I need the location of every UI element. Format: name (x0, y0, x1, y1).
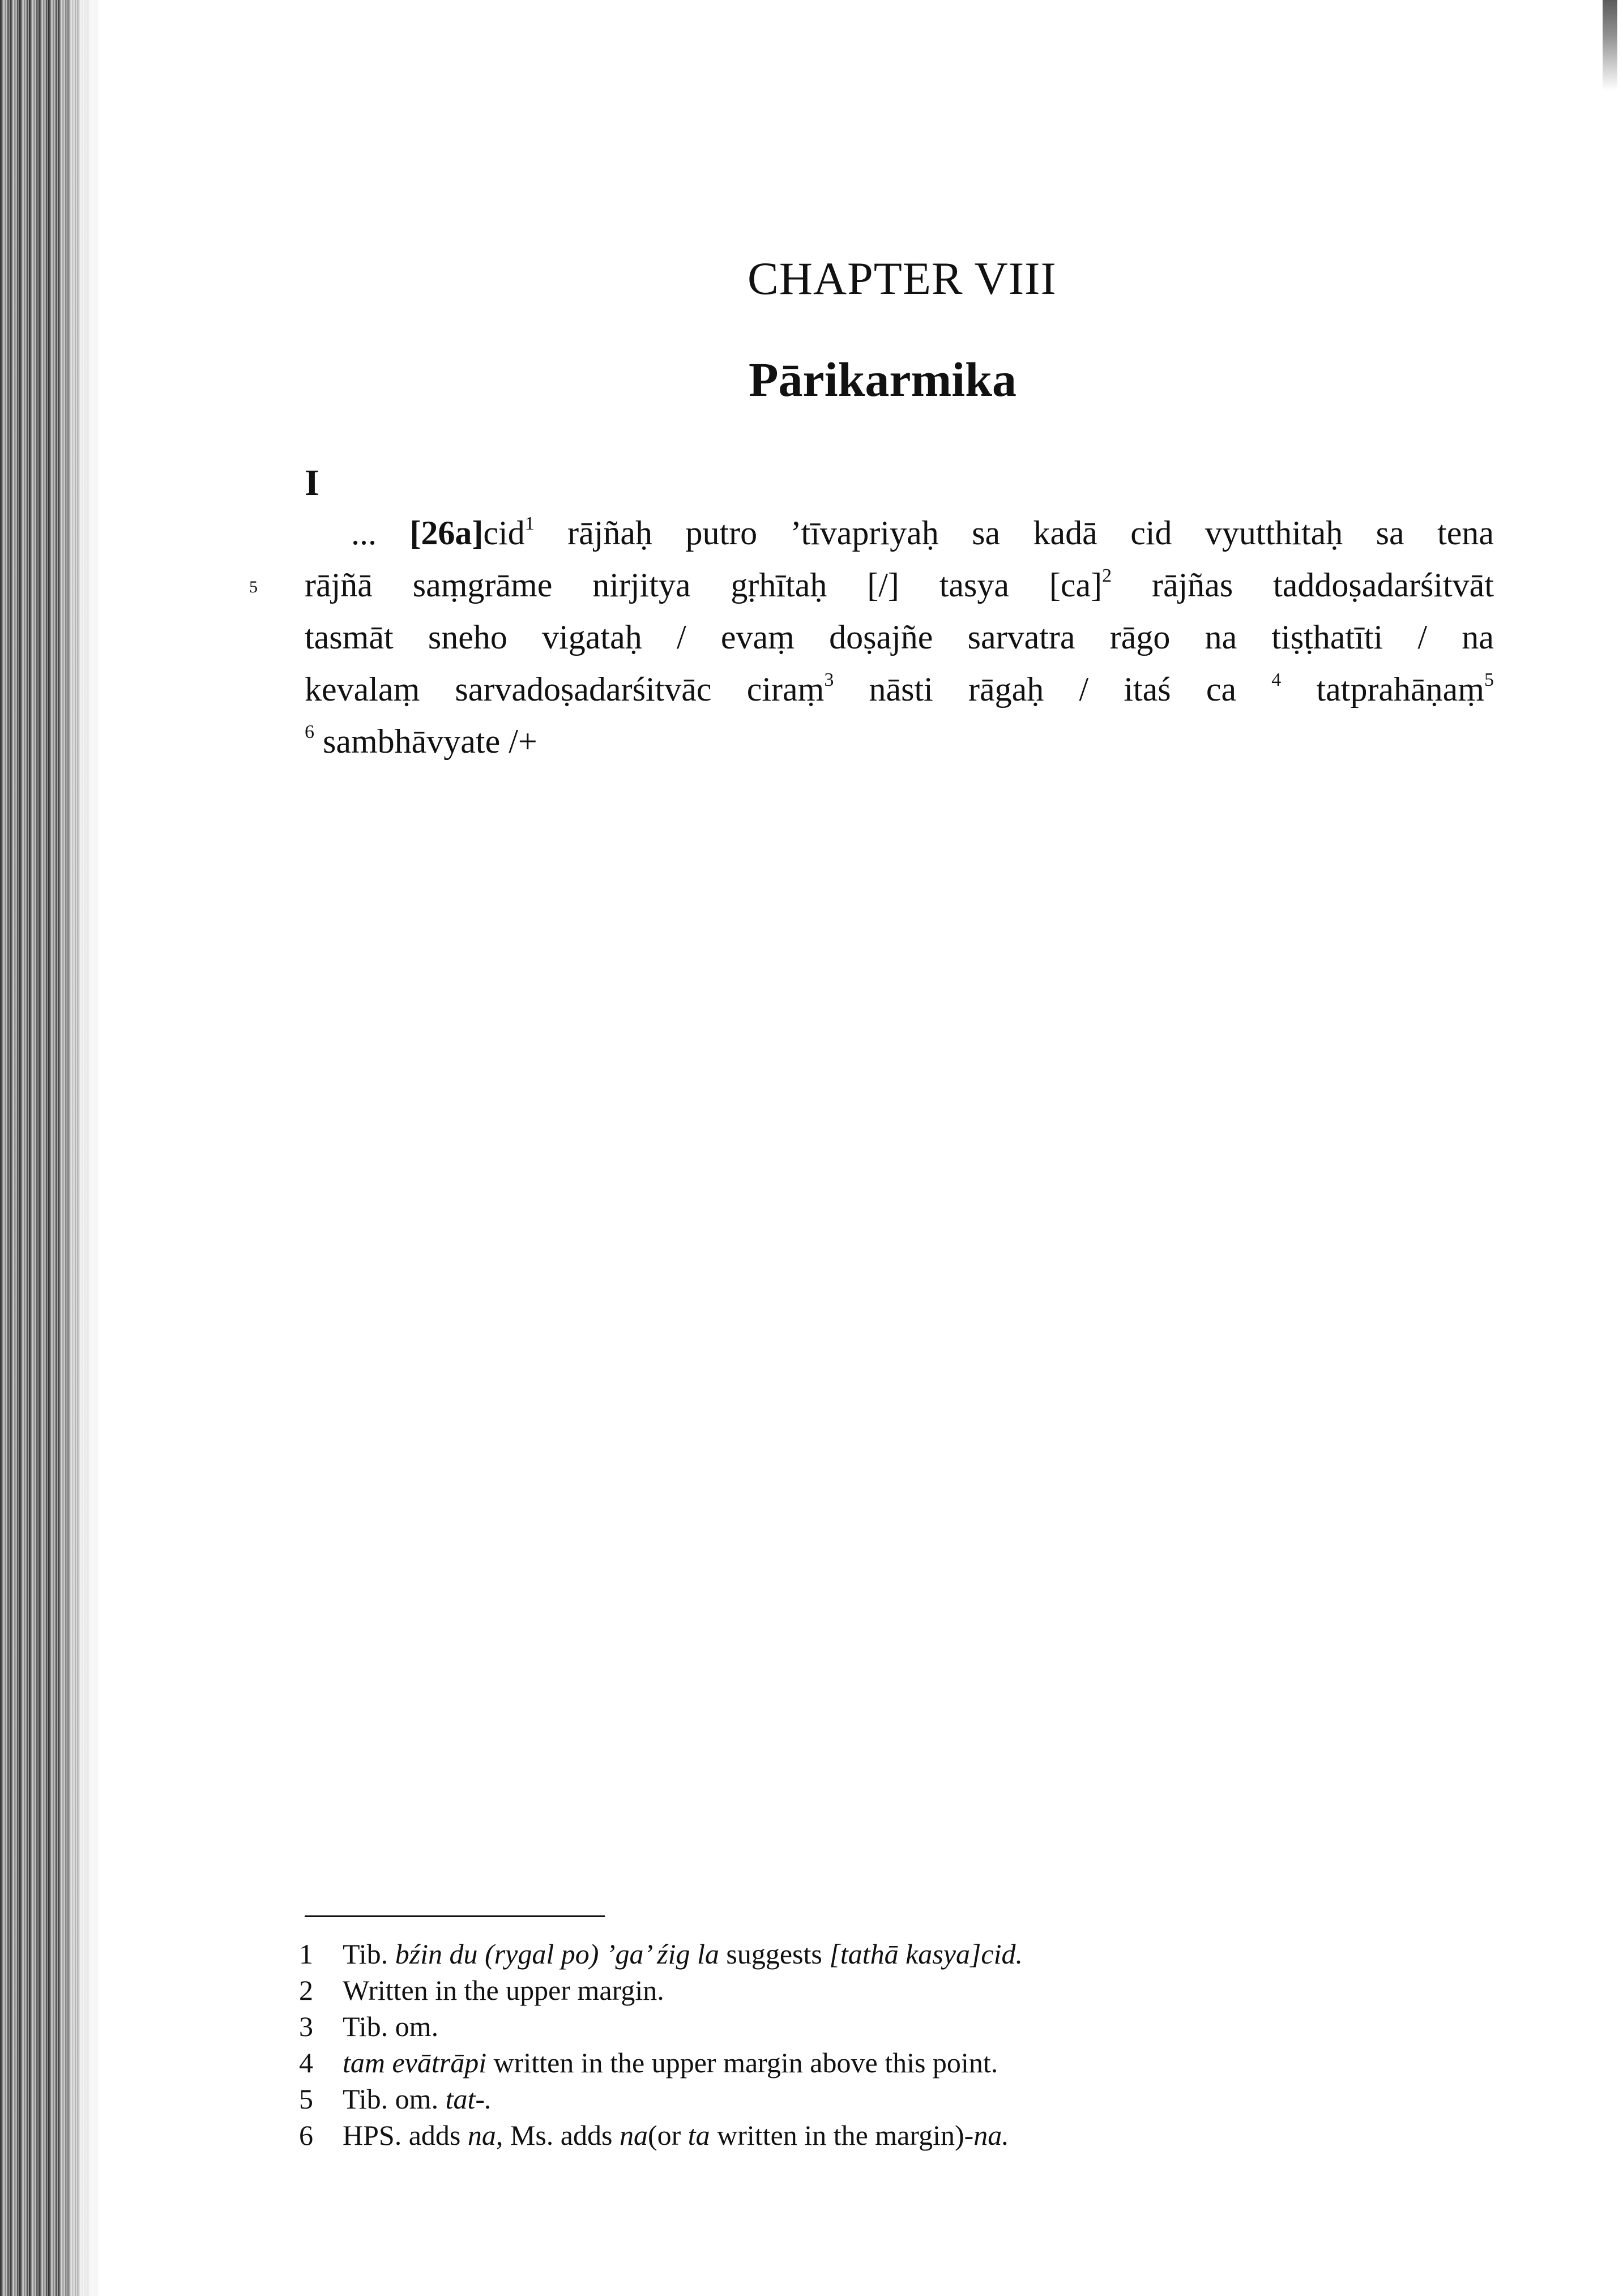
footnote-text: Tib. (343, 1938, 395, 1970)
footnote-3 (299, 2008, 1488, 2045)
footnote-ref-5: 5 (1484, 669, 1494, 690)
footnote-italic: na (467, 2119, 496, 2151)
text-line-3 (305, 611, 1494, 663)
footnote-text: Tib. om. (343, 2011, 439, 2042)
footnote-text: Written in the upper margin. (343, 1974, 664, 2006)
folio-reference: [26a] (409, 514, 484, 552)
text-line-5-a: sambhāvyate /+ (314, 723, 537, 760)
footnote-2 (299, 1972, 1488, 2008)
footnote-number: 1 (299, 1938, 313, 1970)
text-line-1-a: cid (483, 514, 525, 552)
book-gutter-fade (57, 0, 102, 2296)
footnote-text: , Ms. adds (496, 2119, 620, 2151)
footnote-number: 5 (299, 2083, 313, 2115)
footnote-italic: ta (687, 2119, 710, 2151)
footnote-ref-2: 2 (1102, 565, 1112, 586)
footnote-ref-6: 6 (305, 722, 314, 742)
footnote-italic: na (619, 2119, 648, 2151)
text-line-2-a: rājñā saṃgrāme nirjitya gṛhītaḥ [/] tasya [ca] (305, 566, 1103, 604)
footnote-italic: [tathā kasya]cid. (829, 1938, 1023, 1970)
footnote-text: written in the upper margin above this point. (486, 2047, 998, 2079)
section-number: I (305, 462, 319, 503)
text-line-4-c: tatprahāṇaṃ (1281, 671, 1484, 708)
footnotes (299, 1936, 1488, 2153)
text-line-1-b: rājñaḥ putro ’tīvapriyaḥ sa kadā cid vyutthitaḥ sa tena (534, 514, 1494, 552)
footnote-ref-1: 1 (524, 513, 535, 534)
line-number: 5 (249, 578, 258, 596)
footnote-number: 2 (299, 1974, 313, 2006)
footnote-number: 3 (299, 2011, 313, 2042)
chapter-title: Pārikarmika (749, 352, 1016, 407)
footnote-italic: tam evātrāpi (343, 2047, 487, 2079)
footnote-number: 4 (299, 2047, 313, 2079)
footnote-number: 6 (299, 2119, 313, 2151)
text-line-5 (305, 715, 1494, 767)
footnote-1 (299, 1936, 1488, 1972)
text-line-4 (305, 663, 1494, 715)
chapter-heading: CHAPTER VIII (748, 253, 1057, 304)
text-line-4-b: nāsti rāgaḥ / itaś ca (834, 671, 1272, 708)
main-text (249, 507, 1494, 767)
footnote-4 (299, 2045, 1488, 2081)
footnote-divider (305, 1915, 605, 1917)
footnote-text: HPS. adds (343, 2119, 468, 2151)
footnote-text: (or (647, 2119, 688, 2151)
scan-corner-mark (1603, 0, 1617, 91)
footnote-text: Tib. om. (343, 2083, 446, 2115)
text-line-4-a: kevalaṃ sarvadoṣadarśitvāc ciraṃ (305, 671, 825, 708)
text-line-2-b: rājñas taddoṣadarśitvāt (1112, 566, 1494, 604)
footnote-italic: bźin du (rygal po) ’ga’ źig la (395, 1938, 719, 1970)
text-line-3-text: tasmāt sneho vigataḥ / evaṃ doṣajñe sarvatra rāgo na tiṣṭhatīti / na (305, 618, 1494, 656)
footnote-italic: na. (973, 2119, 1009, 2151)
footnote-6 (299, 2117, 1488, 2153)
footnote-ref-4: 4 (1271, 669, 1282, 690)
footnote-italic: tat-. (445, 2083, 492, 2115)
footnote-5 (299, 2081, 1488, 2117)
footnote-ref-3: 3 (824, 669, 834, 690)
footnote-text: suggests (719, 1938, 830, 1970)
text-line-1-lead: ... (351, 514, 410, 552)
text-line-1 (305, 507, 1494, 559)
text-line-2 (249, 559, 1494, 611)
footnote-text: written in the margin)- (710, 2119, 974, 2151)
